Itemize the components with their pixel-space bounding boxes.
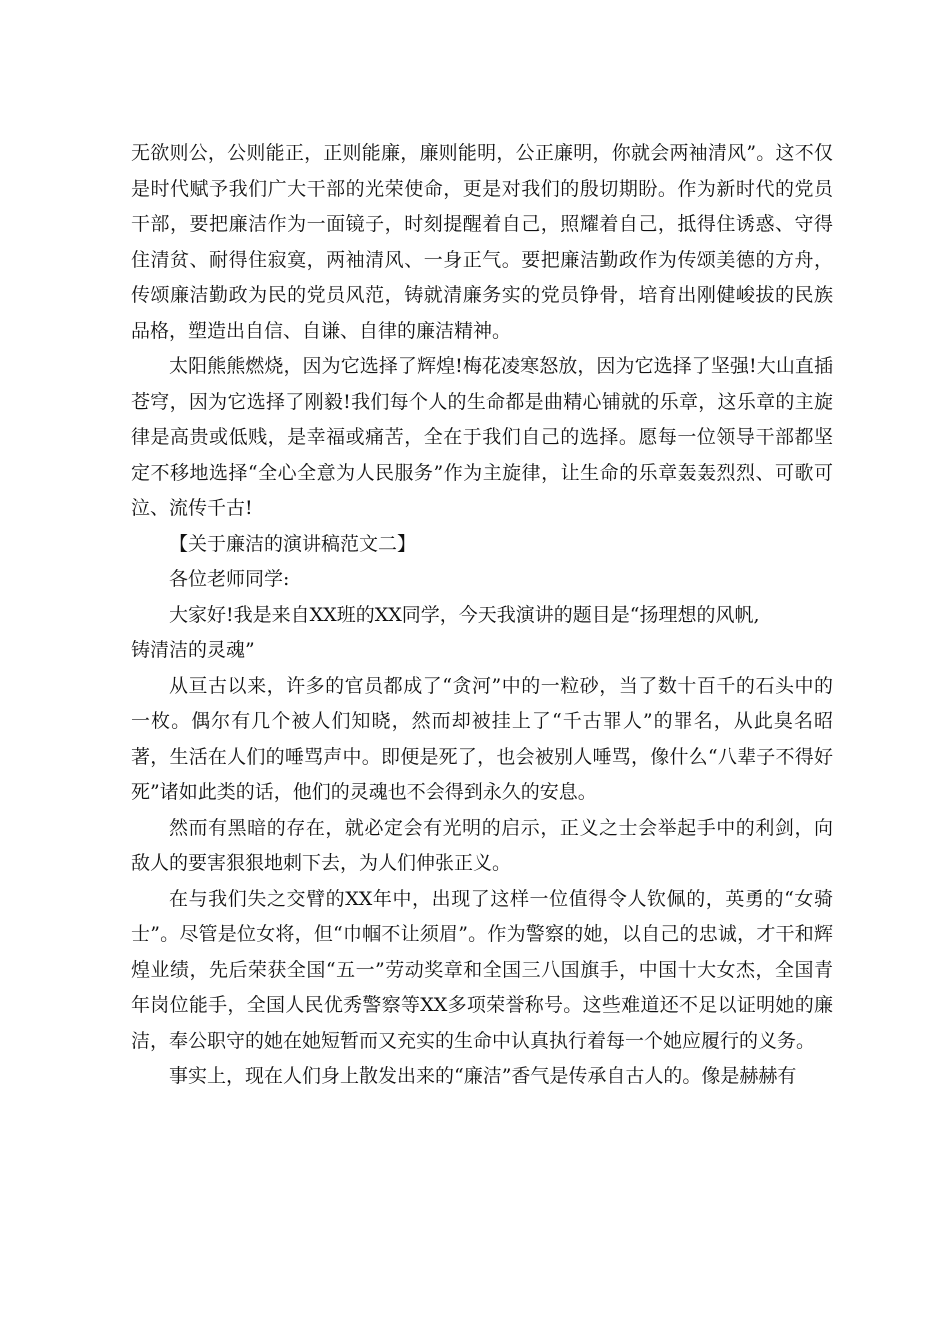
paragraph-line: 铸清洁的灵魂” — [131, 639, 255, 661]
paragraph: 然而有黑暗的存在，就必定会有光明的启示，正义之士会举起手中的利剑，向敌人的要害狠狠地刺下去，为人们伸张正义。 — [131, 816, 833, 874]
paragraph: 事实上，现在人们身上散发出来的“廉洁”香气是传承自古人的。像是赫赫有 — [169, 1065, 797, 1087]
paragraph: 在与我们失之交臂的XX年中，出现了这样一位值得令人钦佩的，英勇的“女骑士”。尽管是位女将，但“巾帼不让须眉”。作为警察的她，以自己的忠诚，才干和辉煌业绩，先后荣获全国“五一”劳动奖章和全国三八国旗手，中国十大女杰，全国青年岗位能手，全国人民优秀警察等XX多项荣誉称号。这些难道还不足以证明她的廉洁，奉公职守的她在她短暂而又充实的生命中认真执行着每一个她应履行的义务。 — [131, 887, 833, 1052]
paragraph: 太阳熊熊燃烧，因为它选择了辉煌!梅花凌寒怒放，因为它选择了坚强!大山直插苍穹，因为它选择了刚毅!我们每个人的生命都是曲精心铺就的乐章，这乐章的主旋律是高贵或低贱，是幸福或痛苦，全在于我们自己的选择。愿每一位领导干部都坚定不移地选择“全心全意为人民服务”作为主旋律，让生命的乐章轰轰烈烈、可歌可泣、流传千古! — [131, 355, 833, 519]
document-body — [131, 136, 833, 1095]
paragraph: 从亘古以来，许多的官员都成了“贪河”中的一粒砂，当了数十百千的石头中的一枚。偶尔有几个被人们知晓，然而却被挂上了“千古罪人”的罪名，从此臭名昭著，生活在人们的唾骂声中。即便是死了，也会被别人唾骂，像什么“八辈子不得好死”诸如此类的话，他们的灵魂也不会得到永久的安息。 — [131, 674, 833, 803]
paragraph: 大家好!我是来自XX班的XX同学，今天我演讲的题目是“扬理想的风帆, — [169, 603, 760, 626]
paragraph-continuation: 无欲则公，公则能正，正则能廉，廉则能明，公正廉明，你就会两袖清风”。这不仅是时代赋予我们广大干部的光荣使命，更是对我们的殷切期盼。作为新时代的党员干部，要把廉洁作为一面镜子，时刻提醒着自己，照耀着自己，抵得住诱惑、守得住清贫、耐得住寂寞，两袖清风、一身正气。要把廉洁勤政作为传颂美德的方舟，传颂廉洁勤政为民的党员风范，铸就清廉务实的党员铮骨，培育出刚健峻拔的民族品格，塑造出自信、自谦、自律的廉洁精神。 — [131, 142, 833, 342]
section-heading: 【关于廉洁的演讲稿范文二】 — [169, 532, 417, 555]
salutation: 各位老师同学: — [169, 568, 290, 590]
